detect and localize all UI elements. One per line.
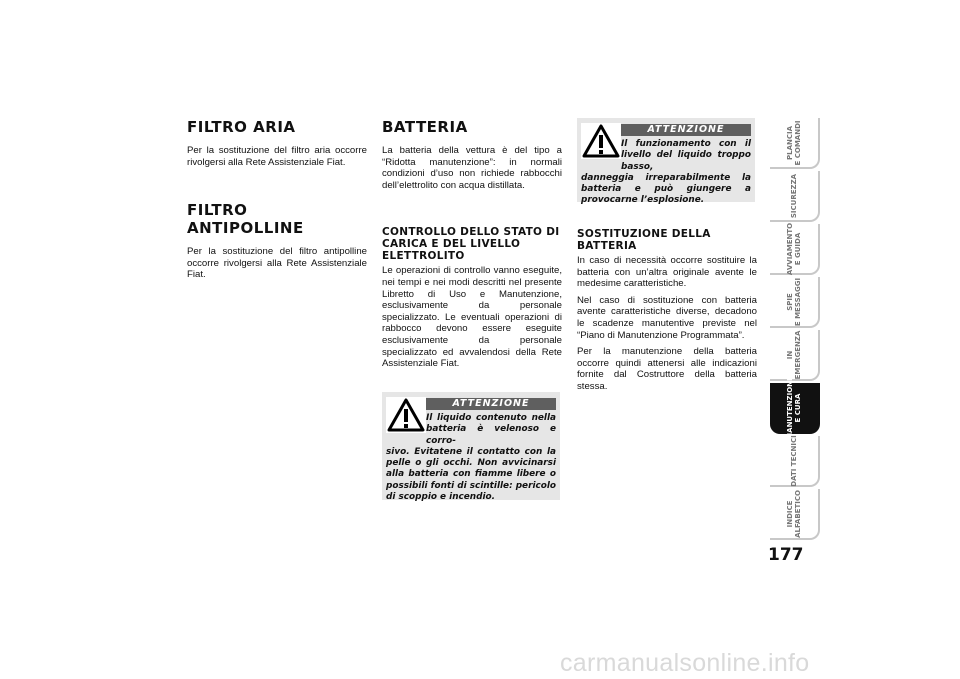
warning-text-body: sivo. Evitatene il contatto con la pelle o gli occhi. Non avvicinarsi alla batteria con fiamme libere o possibili fonti di scintille: pericolo di scoppio e incendio. (386, 446, 556, 503)
warning-box-poison (382, 392, 560, 503)
warning-box-level (577, 118, 755, 206)
paragraph-controllo: Le operazioni di controllo vanno eseguite, nei tempi e nei modi descritti nel presente Libretto di Uso e Manutenzione, esclusivamente da personale specializzato. Le eventuali operazioni di rabbocco devono essere eseguite esclusivamente da personale specializzato ed avvalendosi della Rete Assistenziale Fiat. (382, 265, 562, 370)
tab-indice-alfabetico[interactable]: INDICE ALFABETICO (770, 489, 820, 540)
tab-spie-e-messaggi[interactable]: SPIE E MESSAGGI (770, 277, 820, 328)
warning-text (581, 139, 751, 207)
tab-plancia-e-comandi[interactable]: PLANCIA E COMANDI (770, 118, 820, 169)
heading-controllo: CONTROLLO DELLO STATO DI CARICA E DEL LIVELLO ELETTROLITO (382, 226, 560, 263)
warning-header: ATTENZIONE (426, 398, 556, 410)
warning-text-lead: Il funzionamento con il livello del liquido troppo basso, (621, 139, 751, 172)
column-right (577, 228, 757, 398)
watermark: carmanualsonline.info (560, 649, 810, 677)
tab-dati-tecnici[interactable]: DATI TECNICI (770, 436, 820, 487)
heading-filtro-aria: FILTRO ARIA (187, 118, 296, 136)
warning-text-body: danneggia irreparabilmente la batteria e può giungere a provocarne l’esplosione. (581, 172, 751, 206)
paragraph-sostituzione-3: Per la manutenzione della batteria occorre quindi attenersi alle indicazioni fornite dal Costruttore della batteria stessa. (577, 346, 757, 392)
column-left (187, 118, 367, 286)
heading-batteria: BATTERIA (382, 118, 468, 136)
warning-header: ATTENZIONE (621, 124, 751, 136)
paragraph-filtro-antipolline: Per la sostituzione del filtro antipolline occorre rivolgersi alla Rete Assistenziale Fiat. (187, 246, 367, 281)
paragraph-sostituzione-1: In caso di necessità occorre sostituire la batteria con un’altra originale avente le medesime caratteristiche. (577, 255, 757, 290)
tab-sicurezza[interactable]: SICUREZZA (770, 171, 820, 222)
tab-manutenzione-e-cura[interactable]: MANUTENZIONE E CURA (770, 383, 820, 434)
page-number: 177 (768, 545, 804, 565)
warning-text-lead: Il liquido contenuto nella batteria è velenoso e corro- (426, 413, 556, 446)
tab-avviamento-e-guida[interactable]: AVVIAMENTO E GUIDA (770, 224, 820, 275)
paragraph-batteria: La batteria della vettura è del tipo a “Ridotta manutenzione”: in normali condizioni d’uso non richiede rabbocchi dell’elettrolito con acqua distillata. (382, 145, 562, 191)
heading-sostituzione: SOSTITUZIONE DELLA BATTERIA (577, 228, 711, 252)
heading-filtro-antipolline: FILTRO ANTIPOLLINE (187, 201, 304, 238)
paragraph-sostituzione-2: Nel caso di sostituzione con batteria avente caratteristiche diverse, decadono le scadenze manutentive previste nel “Piano di Manutenzione Programmata”. (577, 294, 757, 341)
tab-in-emergenza[interactable]: IN EMERGENZA (770, 330, 820, 381)
column-middle (382, 118, 562, 375)
warning-text (386, 413, 556, 503)
paragraph-filtro-aria: Per la sostituzione del filtro aria occorre rivolgersi alla Rete Assistenziale Fiat. (187, 145, 367, 168)
